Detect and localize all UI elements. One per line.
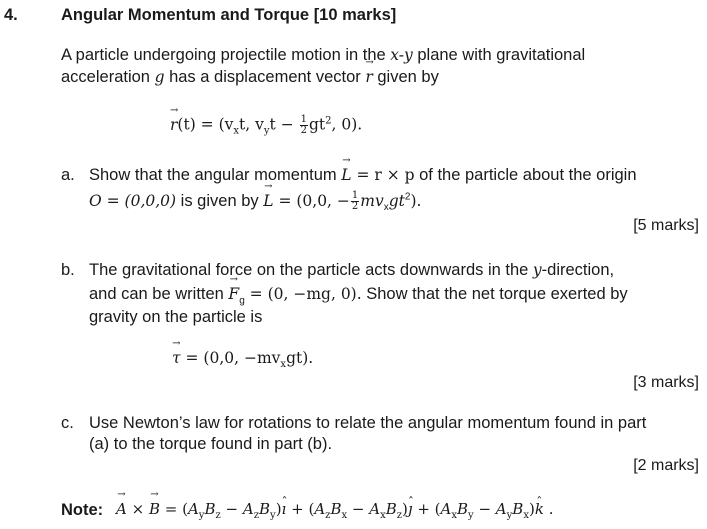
part-a-marks: [5 marks] [633,217,699,234]
intro-line-2: acceleration g has a displacement vector → r given by [61,68,439,87]
half-fraction: $\frac{1}{2}$ [300,114,307,136]
cross-product-equation: → A × → $B = (A_yB_z$ − $A_zB_y)ˆ$ ı + ($A_zB_x$ − $A_xB_z)ˆ$ ȷ + ($A_xB_y$ − $A_yB_x)ˆ$ k . [116,500,553,521]
displacement-equation: → $r(t) = (v_xt$, $v_yt$ − $\frac{1}{2}$ $gt^2$, 0). [170,115,362,137]
part-b-line-1: The gravitational force on the particle acts downwards in the y-direction, [89,261,615,279]
part-c-line-2: (a) to the torque found in part (b). [89,435,333,453]
torque-equation: → τ = (0,0, $-mv_xgt$). [172,349,313,370]
question-number: 4. [4,6,18,24]
part-a-label: a. [61,166,75,184]
note-label: Note: [61,501,104,519]
intro-line-1: A particle undergoing projectile motion in the x-y plane with gravitational [61,46,586,64]
part-a-line-1: Show that the angular momentum → L = r × p of the particle about the origin [89,166,637,185]
part-a-line-2: O = (0,0,0) is given by → L = (0,0, − $\frac{1}{2}$ $mv_xgt^2$). [89,191,421,213]
part-b-label: b. [61,261,75,279]
question-title: Angular Momentum and Torque [10 marks] [61,6,397,24]
part-b-line-3: gravity on the particle is [89,308,263,326]
part-c-marks: [2 marks] [633,457,699,474]
part-b-marks: [3 marks] [633,374,699,391]
part-c-line-1: Use Newton’s law for rotations to relate the angular momentum found in part [89,414,647,432]
r-vector-symbol: → r [365,68,372,86]
part-c-label: c. [61,414,74,432]
part-b-line-2: and can be written → $F_g = (0$, −mg, 0). Show that the net torque exerted by [89,285,628,306]
